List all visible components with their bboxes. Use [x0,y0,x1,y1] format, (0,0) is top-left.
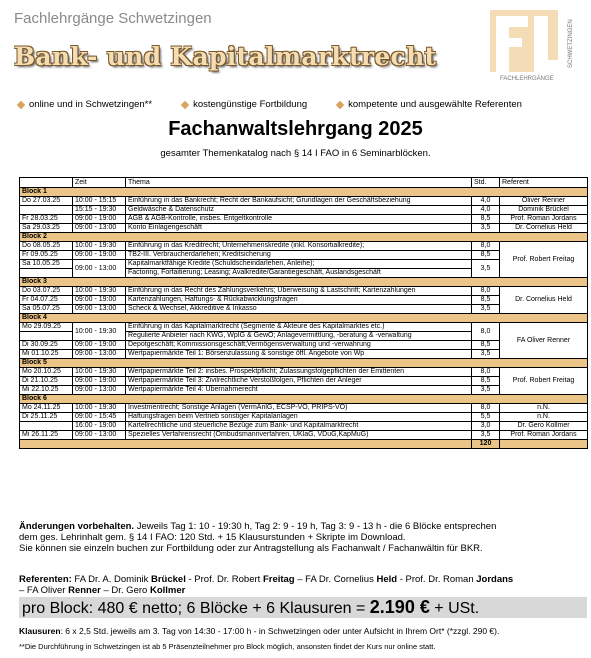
notes-bold: Änderungen vorbehalten. [19,521,135,532]
table-row: Di 21.10.25 09:00 - 19:00 Wertpapiermärkte Teil 3: Zivilrechtliche Verstoßfolgen, Pflichten der Anleger 8,5 [20,377,588,386]
page-subtitle: gesamter Themenkatalog nach § 14 I FAO in 6 Seminarblöcken. [160,148,431,159]
table-row: Do 03.07.25 10:00 - 19:30 Einführung in das Recht des Zahlungsverkehrs; Überweisung & Lastschrift; Kartenzahlungen 8,0 Dr. Cornelius Held [20,287,588,296]
table-row: 16:00 - 19:00 Kartellrechtliche und steuerliche Bezüge zum Bank- und Kapitalmarktrecht 3,0 Dr. Gero Kollmer [20,422,588,431]
diamond-bullet-icon [17,100,25,108]
price-banner: pro Block: 480 € netto; 6 Blöcke + 6 Klausuren = 2.190 € + USt. [19,597,587,618]
table-row: Sa 10.05.25 09:00 - 13:00 Kapitalmarktfähige Kredite (Schuldscheindarlehen, Anleihe); 3,5 [20,260,588,269]
logo-bottom-text: FACHLEHRGÄNGE [500,76,554,82]
block-header-row: Block 5 [20,359,588,368]
table-row: Fr 09.05.25 09:00 - 19:00 TB2-III. Verbraucherdarlehen; Kreditsicherung 8,5 [20,251,588,260]
table-row: Mo 20.10.25 10:00 - 19:30 Wertpapiermärkte Teil 2: insbes. Prospektpflicht; Zulassungsfolgepflichten der Emittenten 8,0 Prof. Robert Freitag [20,368,588,377]
block-header-row: Block 1 [20,188,588,197]
exams-info: Klausuren: 6 x 2,5 Std. jeweils am 3. Tag von 14:30 - 17:00 h - in Schwetzingen oder unter Aufsicht in Ihrem Ort* (*zzgl. 290 €). [19,626,500,636]
schedule-table [19,177,588,449]
fal-logo [488,8,584,84]
table-row: Mi 22.10.25 09:00 - 13:00 Wertpapiermärkte Teil 4: Übernahmerecht 3,5 [20,386,588,395]
feature-item: kostengünstige Fortbildung [182,99,307,110]
table-row: Mo 29.09.25 10:00 - 19:30 Einführung in das Kapitalmarktrecht (Segmente & Akteure des Kapitalmarktes etc.) 8,0 FA Oliver Renner [20,323,588,332]
table-row: Fr 04.07.25 09:00 - 19:00 Kartenzahlungen, Haftungs- & Rückabwicklungsfragen 8,5 [20,296,588,305]
feature-list [18,99,578,110]
block-header-row: Block 4 [20,314,588,323]
table-row: Sa 05.07.25 09:00 - 13:00 Scheck & Wechsel, Akkreditive & Inkasso 3,5 [20,305,588,314]
block-header-row: Block 3 [20,278,588,287]
footnote: **Die Durchführung in Schwetzingen ist ab 5 Präsenzteilnehmer pro Block möglich, ansonsten findet der Kurs nur online statt. [19,642,436,651]
column-header-referent: Referent [500,178,588,188]
block-referent: Prof. Robert Freitag [500,242,588,278]
table-row: Mi 26.11.25 09:00 - 13:00 Spezielles Verfahrensrecht (Ombudsmannverfahren, UKlaG, VDuG,KapMuG) 3,5 Prof. Roman Jordans [20,431,588,440]
column-header-topic: Thema [126,178,472,188]
feature-item: kompetente und ausgewählte Referenten [337,99,522,110]
table-row: Sa 29.03.25 09:00 - 13:00 Konto Einlagengeschäft 3,5 Dr. Cornelius Held [20,224,588,233]
block-header-row: Block 6 [20,395,588,404]
block-referent: Dr. Cornelius Held [500,287,588,314]
notes: Änderungen vorbehalten. Jeweils Tag 1: 10 - 19:30 h, Tag 2: 9 - 19 h, Tag 3: 9 - 13 h - die 6 Blöcke entsprechen dem ges. Lehrinhalt gem. § 14 I FAO: 120 Std. + 15 Klausurstunden + Skripte im Download. Sie können sie einzeln buchen zur Fortbildung oder zur Antragstellung als Fachanwalt / Fachanwältin für BKR. [19,521,497,554]
total-hours: 120 [472,440,500,449]
table-row: Di 25.11.25 09:00 - 15:45 Haftungsfragen beim Vertrieb sonstiger Kapitalanlagen 5,5 n.N. [20,413,588,422]
table-row: Di 30.09.25 09:00 - 19:00 Depotgeschäft; Kommissionsgeschäft;Vermögensverwaltung und -verwahrung 8,5 [20,341,588,350]
diamond-bullet-icon [181,100,189,108]
diamond-bullet-icon [336,100,344,108]
table-row: Regulierte Anbieter nach KWG, WpIG & GewO; Anlagevermittlung, -beratung & -verwaltung [20,332,588,341]
feature-item: online und in Schwetzingen** [18,99,152,110]
table-row: Fr 28.03.25 09:00 - 19:00 AGB & AGB-Kontrolle, insbes. Entgeltkontrolle 8,5 Prof. Roman Jordans [20,215,588,224]
column-header-hours: Std. [472,178,500,188]
referents-line: Referenten: FA Dr. A. Dominik Brückel - Prof. Dr. Robert Freitag – FA Dr. Cornelius Held - Prof. Dr. Roman Jordans – FA Oliver Renner – Dr. Gero Kollmer [19,574,514,596]
column-header-time: Zeit [73,178,126,188]
table-header-row [20,178,588,188]
total-price: 2.190 € [369,597,430,617]
table-row: Mo 24.11.25 10:00 - 19:30 Investmentrecht; Sonstige Anlagen (VermAnlG, ECSP-VO, PRIPS-VO) 8,0 n.N. [20,404,588,413]
block-referent: Prof. Robert Freitag [500,368,588,395]
table-row: Mi 01.10.25 09:00 - 13:00 Wertpapiermärkte Teil 1: Börsenzulassung & sonstige öffl. Angebote von Wp 3,5 [20,350,588,359]
headline: Bank- und Kapitalmarktrecht [14,42,437,71]
table-row: 15:15 - 19:30 Geldwäsche & Datenschutz 4,0 Dominik Brückel [20,206,588,215]
table-row: Factoring, Forfaitierung; Leasing; Avalkredite/Garantiegeschäft, Auslandsgeschäft [20,269,588,278]
table-row: Do 08.05.25 10:00 - 19:30 Einführung in das Kreditrecht; Unternehmenskredite (inkl. Konsortialkredite); 8,0 Prof. Robert Freitag [20,242,588,251]
page-title: Fachanwaltslehrgang 2025 [168,118,423,140]
block-header-row: Block 2 [20,233,588,242]
organization-name: Fachlehrgänge Schwetzingen [14,10,212,27]
block-referent: FA Oliver Renner [500,323,588,359]
table-row: Do 27.03.25 10:00 - 15:15 Einführung in das Bankrecht; Recht der Bankaufsicht; Grundlagen der Geschäftsbeziehung 4,0 Oliver Renner [20,197,588,206]
total-row [20,440,588,449]
logo-side-text: SCHWETZINGEN [568,19,574,68]
